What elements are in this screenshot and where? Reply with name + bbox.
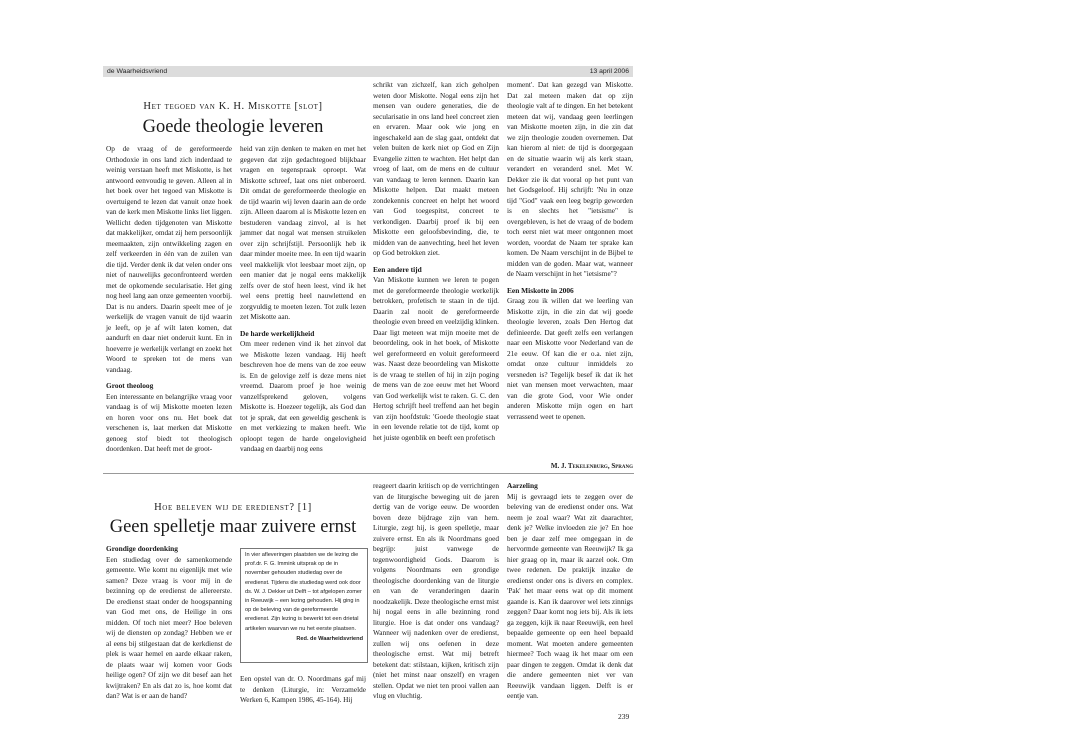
article2-column-1: [106, 544, 232, 702]
article1-kicker: Het tegoed van K. H. Miskotte [slot]: [143, 101, 323, 112]
article1-column-2: [240, 144, 366, 455]
article2-column-4: [507, 481, 633, 702]
paragraph: schrikt van zichzelf, kan zich geholpen weten door Miskotte. Nogal eens zijn het mensen van oudere generaties, die de secularisatie in ons land heel concreet zien en ervaren. Maar ook wie jong en ingeschakeld aan de slag gaat, ontdekt dat velen buiten de kerk niet op God en Zijn Evangelie zitten te wachten. Het helpt dan vroeg of laat, om de mens en de cultuur van vandaag te leren kennen. Daarin kan Miskotte helpen. Dat maakt meteen zondekennis concreet en helpt het woord van God toegespitst, concreet te verkondigen. Daarbij proef ik bij een Miskotte een geloofsbevinding, die, te midden van de aanvechting, heel het leven op God betrokken ziet.: [373, 80, 499, 257]
paragraph: Van Miskotte kunnen we leren te pogen met de gereformeerde theologie werkelijk betrokken, profetisch te staan in de tijd. Daarin zal nooit de gereformeerde theologie even breed en veelzijdig klinken. Daar ligt meteen wat mijn moeite met de beoordeling, ook in het boek, of Miskotte wel gereformeerd en voluit gereformeerd was. Naast deze beoordeling van Miskotte is de vraag te stellen of hij in zijn poging de mens van de zoe eeuw met het Woord van God werkelijk wist te raken. G. C. den Hertog schrijft heel treffend aan het begin van zijn hoofdstuk: 'Goede theologie staat in een levende relatie tot de tijd, komt op het juiste ogenblik en beeft een profetisch: [373, 275, 499, 442]
subheading: Een andere tijd: [373, 264, 422, 274]
running-header: [103, 66, 633, 77]
editorial-note-text: In vier afleveringen plaatsten we de lezing die prof.dr. F. G. Immink uitsprak op de in november gehouden studiedag over de eredienst. Tijdens die studiedag werd ook door ds. W. J. Dekker uit Delft – tot afgelopen zomer in Reeuwijk – een lezing gehouden. Hij ging in op de beleving van de gereformeerde eredienst. Zijn lezing is bewerkt tot een drietal artikelen waarvan we nu het eerste plaatsen.: [245, 552, 362, 632]
paragraph: Op de vraag of de gereformeerde Orthodoxie in ons land zich inderdaad te weinig verstaan heeft met Miskotte, is het antwoord eenvoudig te geven. Alleen al in het boek over het tegoed van Miskotte is overtuigend te lezen dat vanuit onze hoek van de kerk men Miskotte links liet liggen. Wellicht deden tijdgenoten van Miskotte dat makkelijker, omdat zij hem persoonlijk meemaakten, zijn ontwikkeling zagen en zelf verkeerden in één van de zuilen van die tijd. Verder denk ik dat velen onder ons niet of nauwelijks geconfronteerd werden met de opkomende secularisatie. Het ging nog heel lang aan onze gemeenten voorbij. Dat is nu anders. Daarin speelt mee of je werkelijk de vragen vanuit de tijd waarin je leeft, op je af wilt laten komen, dat aandurft en daar niet onderuit kunt. En in hoeverre je werkelijk verlangt en zoekt het Woord te spreken tot de mens van vandaag.: [106, 144, 232, 374]
editorial-note-signature: Red. de Waarheidsvriend: [296, 635, 363, 642]
paragraph: Om meer redenen vind ik het zinvol dat we Miskotte lezen vandaag. Hij heeft beschreven hoe de mens van de zoe eeuw is. En de gelovige zelf is deze mens niet vreemd. Daarom proef je hoe weinig vanzelfsprekend geloven, volgens Miskotte is. Hoezeer tegelijk, als God dan tot je sprak, dat een geweldig geschenk is en met verkiezing te maken heeft. Wie oploopt tegen de harde ongelovigheid vandaag en daarbij nog eens: [240, 339, 366, 453]
header-date: 13 april 2006: [589, 68, 629, 75]
header-publication: de Waarheidsvriend: [107, 68, 168, 75]
article2-kicker: Hoe beleven wij de eredienst? [1]: [154, 502, 312, 513]
subheading: De harde werkelijkheid: [240, 328, 315, 338]
paragraph: Een studiedag over de samenkomende gemeente. Wie komt nu eigenlijk met wie samen? Deze vraag is voor mij in de bezinning op de eredienst de allereerste. De eredienst staat onder de hoogspanning van God met ons, de Heilige in ons midden. Of toch niet meer? Hoe beleven wij de diensten op zondag? Hebben we er al eens bij stilgestaan dat de kerkdienst de plek is waar hemel en aarde elkaar raken, de plaats waar wij komen voor Gods heilige ogen? Of zijn we dit besef aan het kwijtraken? En als dat zo is, hoe komt dat dan? Wat is er aan de hand?: [106, 554, 232, 700]
article1-title: Goede theologie leveren: [142, 117, 324, 137]
paragraph: heid van zijn denken te maken en met het gegeven dat zijn gedachtegoed blijkbaar vragen en tegenspraak oproept. Wat Miskotte schreef, laat ons niet onberoerd. Dit omdat de gereformeerde theologie en de tijd waarin wij leven daarin aan de orde zijn. Alleen daarom al is Miskotte lezen en bestuderen vandaag zinvol, al is het jammer dat nogal wat mensen struikelen over zijn schrijfstijl. Persoonlijk heb ik daar minder moeite mee. In een tijd waarin veel makkelijk vlot leesbaar moet zijn, op een manier dat je nogal eens makkelijk zelfs over de stof heen leest, vind ik het wel eens prettig heel nauwlettend en zorgvuldig te moeten lezen. Tot zulk lezen zet Miskotte aan.: [240, 144, 366, 321]
article1-column-3: [373, 80, 499, 443]
paragraph: moment'. Dat kan gezegd van Miskotte. Dat zal meteen maken dat op zijn theologie valt af te dingen. En het betekent meteen dat wij, vandaag geen leerlingen van Miskotte moeten zijn, in die zin dat we zijn theologie zouden overnemen. Dat kan hierom al niet: de tijd is doorgegaan en de situatie waarin wij als kerk staan, verandert en veranderd snel. Met W. Dekker zie ik dat vooral op het punt van het Godsgeloof. Hij schrijft: 'Nu in onze tijd "God" vaak een leeg begrip geworden is en slechts het "ietsisme" is overgebleven, is het de vraag of de bodem toch eerst niet wat meer ontgonnen moet worden, voordat de Naam ter sprake kan komen. De Naam verschijnt in de Bijbel te midden van de goden. Maar wat, wanneer de Naam verschijnt in het "ietsisme"?: [507, 80, 633, 278]
subheading: Aarzeling: [507, 481, 538, 490]
subheading: Grondige doordenking: [106, 544, 178, 553]
article1-column-4: [507, 80, 633, 422]
paragraph: Een opstel van dr. O. Noordmans gaf mij te denken (Liturgie, in: Verzamelde Werken 6, Kampen 1986, 45-164). Hij: [240, 674, 366, 704]
section-divider: [103, 473, 634, 474]
subheading: Groot theoloog: [106, 381, 154, 390]
article2-column-3: [373, 481, 499, 702]
paragraph: reageert daarin kritisch op de verrichtingen van de liturgische beweging uit de jaren dertig van de vorige eeuw. De woorden boven deze bijdrage zijn van hem. Liturgie, zegt hij, is geen spelletje, maar zuivere ernst. En als ik Noordmans goed begrijp: juist vanwege de tegenwoordigheid Gods. Daarom is volgens Noordmans een grondige theologische doordenking van de liturgie en van de veranderingen daarin noodzakelijk. Deze theologische ernst mist hij nogal eens in alle bezinning rond liturgie. Hoe is dat onder ons vandaag? Wanneer wij nadenken over de eredienst, zullen wij ons oefenen in deze theologische ernst. Wat mij betreft betekent dat: stilstaan, kijken, kritisch zijn (niet het minst naar onszelf) en vragen stellen. Opdat we niet ten prooi vallen aan vlug en vluchtig.: [373, 481, 499, 700]
editorial-note-box: [240, 548, 368, 663]
page-number: 239: [618, 712, 630, 721]
paragraph: Graag zou ik willen dat we leerling van Miskotte zijn, in die zin dat wij goede theologie leveren, zoals Den Hertog dat definieerde. Dat geeft zelfs een verlangen naar een Miskotte voor Nederland van de 21e eeuw. Of kan die er o.a. niet zijn, omdat onze cultuur inmiddels zo versneden is? Tegelijk besef ik dat ik het niet van mensen moet verwachten, maar van die grote God, voor Wie onder anderen Miskotte mijn ogen en hart verrassend weet te openen.: [507, 296, 633, 421]
article1-column-1: [106, 144, 232, 455]
subheading: Een Miskotte in 2006: [507, 285, 574, 295]
article1-signature: M. J. Tekelenburg, Sprang: [550, 462, 633, 470]
paragraph: Een interessante en belangrijke vraag voor vandaag is of wij Miskotte moeten lezen en horen voor ons nu. Het boek dat verschenen is, laat merken dat Miskotte genoeg stof biedt tot theologisch doordenken. Dat heeft met de groot-: [106, 391, 232, 453]
article2-column-2: [240, 674, 366, 706]
paragraph: Mij is gevraagd iets te zeggen over de beleving van de eredienst onder ons. Wat neem je zoal waar? Wat zit daarachter, denk je? Welke invloeden zie je? En hoe ben je daar zelf mee omgegaan in de hervormde gemeente van Reeuwijk? Ik ga hier graag op in, maar ik aarzel ook. Om twee redenen. De praktijk inzake de eredienst onder ons is divers en complex. 'Pak' het maar eens wat op dit moment gaande is. Kan ik daarover wel iets zinnigs zeggen? Daar komt nog iets bij. Als ik iets ga zeggen, kijk ik naar Reeuwijk, een heel bepaalde gemeente op een heel bepaald moment. Wat moeten andere gemeenten hiermee? Toch waag ik het maar om een paar dingen te zeggen. Omdat ik denk dat die andere gemeenten niet ver van Reeuwijk vandaan liggen. Delft is er eentje van.: [507, 491, 633, 700]
article2-title: Geen spelletje maar zuivere ernst: [109, 517, 357, 537]
